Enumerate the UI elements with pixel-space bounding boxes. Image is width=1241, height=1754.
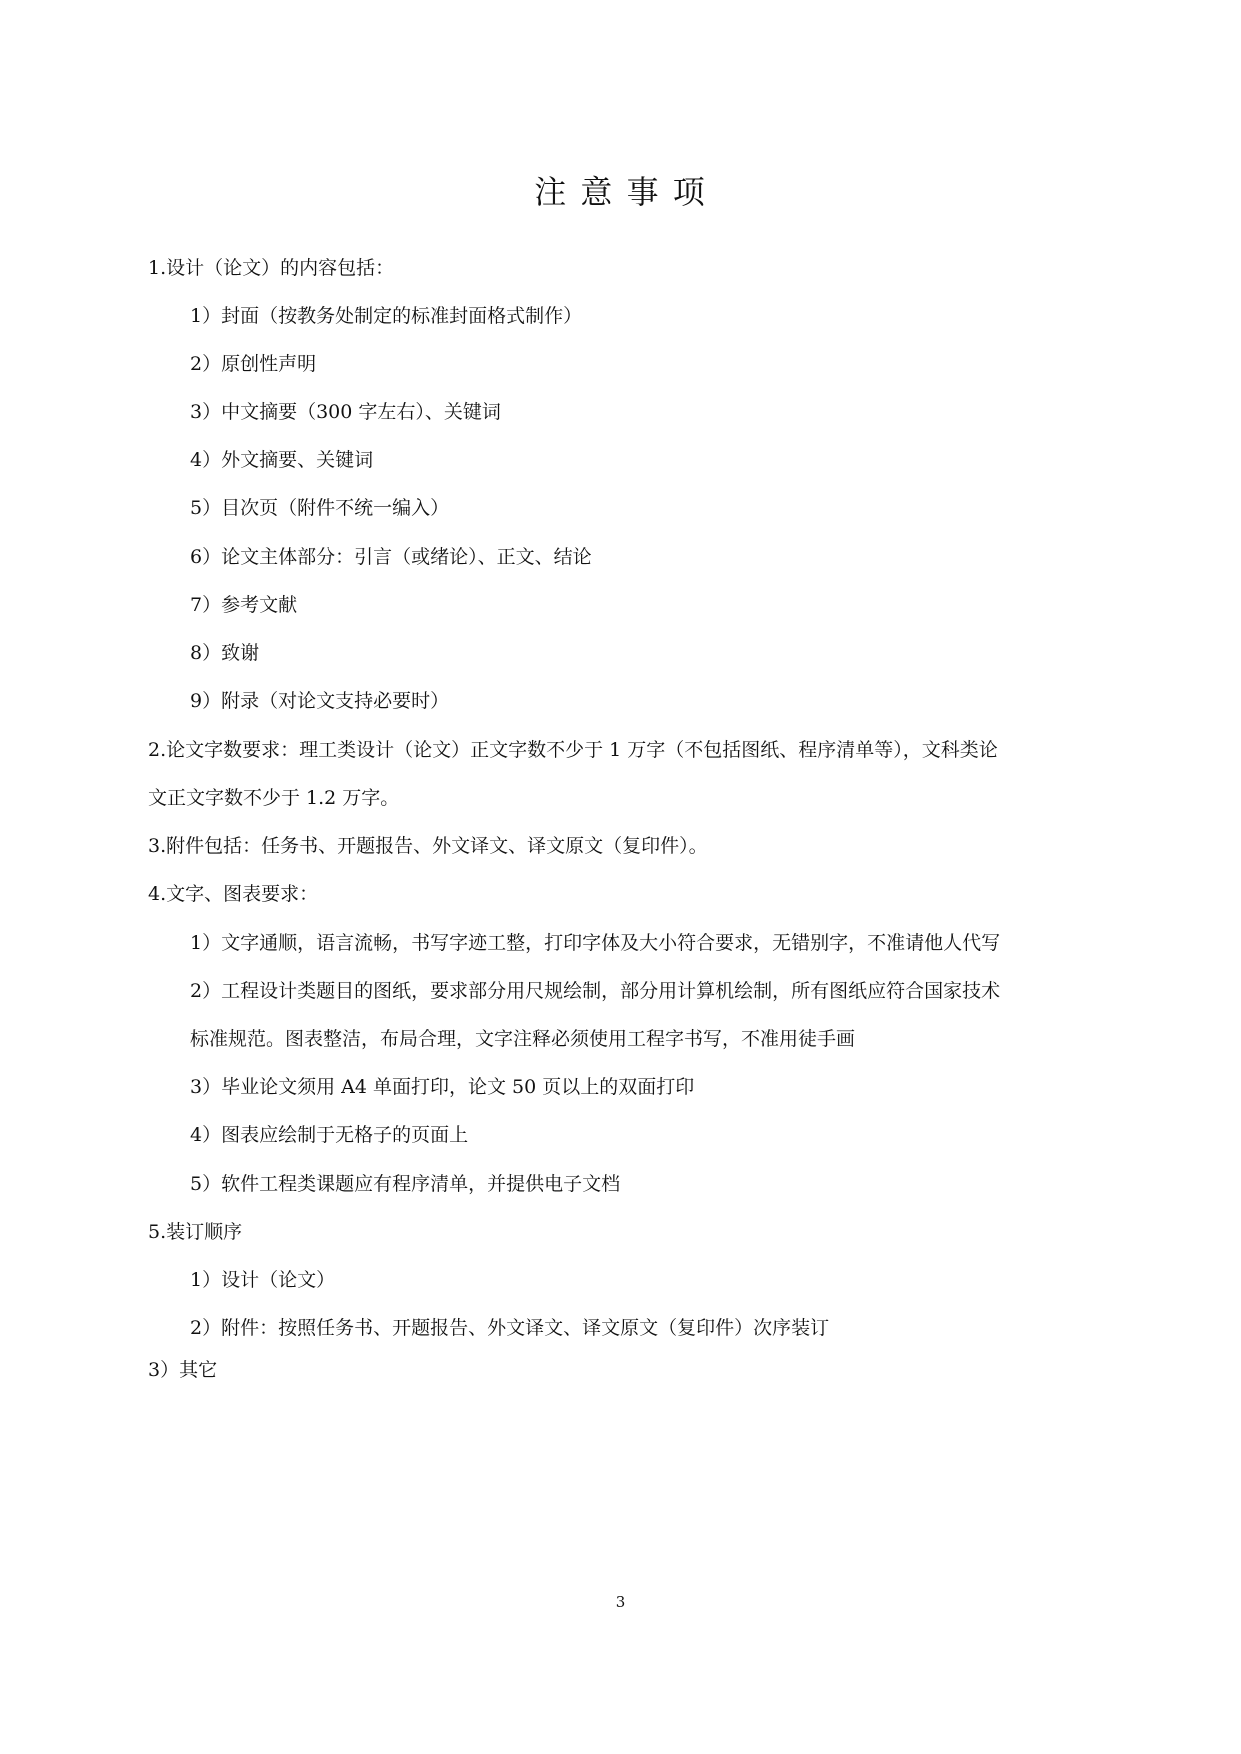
section-1-item-5: 5）目次页（附件不统一编入）	[190, 497, 450, 519]
section-4-item-1: 1）文字通顺，语言流畅，书写字迹工整，打印字体及大小符合要求，无错别字，不准请他人代写	[190, 932, 1001, 954]
section-4-item-5: 5）软件工程类课题应有程序清单，并提供电子文档	[190, 1173, 621, 1195]
section-1-item-7: 7）参考文献	[190, 594, 298, 616]
section-1-item-6: 6）论文主体部分：引言（或绪论）、正文、结论	[190, 546, 592, 568]
section-1-item-4: 4）外文摘要、关键词	[190, 449, 374, 471]
section-4-heading: 4.文字、图表要求：	[148, 883, 319, 905]
section-4-item-3: 3）毕业论文须用 A4 单面打印，论文 50 页以上的双面打印	[190, 1076, 695, 1098]
section-5-item-2: 2）附件：按照任务书、开题报告、外文译文、译文原文（复印件）次序装订	[190, 1317, 830, 1339]
section-1-heading: 1.设计（论文）的内容包括：	[148, 257, 395, 279]
section-1-item-9: 9）附录（对论文支持必要时）	[190, 690, 450, 712]
section-4-item-2-line-2: 标准规范。图表整洁，布局合理，文字注释必须使用工程字书写，不准用徒手画	[190, 1028, 856, 1050]
section-1-item-1: 1）封面（按教务处制定的标准封面格式制作）	[190, 305, 583, 327]
section-2-line-2: 文正文字数不少于 1.2 万字。	[148, 787, 400, 809]
section-1-item-2: 2）原创性声明	[190, 353, 317, 375]
section-5-item-1: 1）设计（论文）	[190, 1269, 336, 1291]
section-4-item-2-line-1: 2）工程设计类题目的图纸，要求部分用尺规绘制，部分用计算机绘制，所有图纸应符合国家技术	[190, 980, 1001, 1002]
section-4-item-4: 4）图表应绘制于无格子的页面上	[190, 1124, 469, 1146]
page-title: 注 意 事 项	[534, 173, 707, 211]
section-5-item-3: 3）其它	[148, 1359, 218, 1381]
section-3-text: 3.附件包括：任务书、开题报告、外文译文、译文原文（复印件）。	[148, 835, 708, 857]
page-number: 3	[615, 1593, 626, 1611]
section-2-line-1: 2.论文字数要求：理工类设计（论文）正文字数不少于 1 万字（不包括图纸、程序清单等），文科类论	[148, 739, 998, 761]
section-1-item-8: 8）致谢	[190, 642, 260, 664]
section-5-heading: 5.装订顺序	[148, 1221, 243, 1243]
section-1-item-3: 3）中文摘要（300 字左右）、关键词	[190, 401, 501, 423]
